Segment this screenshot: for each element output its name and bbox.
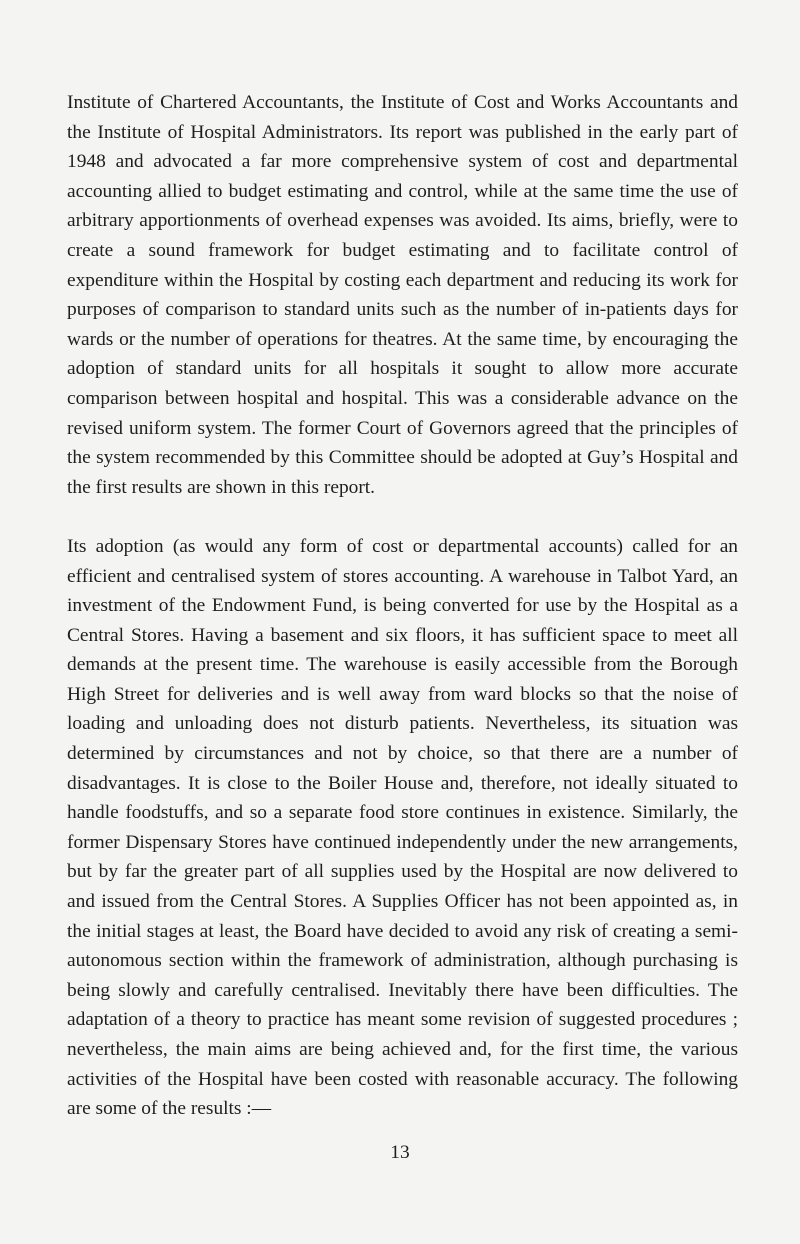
page-number: 13 xyxy=(390,1142,410,1163)
document-page xyxy=(67,88,738,1124)
paragraph-central-stores: Its adoption (as would any form of cost or departmental accounts) called for an efficient and centralised system of stores accounting. A warehouse in Talbot Yard, an investment of the Endowment Fund, is being converted for use by the Hospital as a Central Stores. Having a basement and six floors, it has sufficient space to meet all demands at the present time. The warehouse is easily accessible from the Borough High Street for deliveries and is well away from ward blocks so that the noise of loading and unloading does not disturb patients. Nevertheless, its situation was determined by circumstances and not by choice, so that there are a number of disadvantages. It is close to the Boiler House and, therefore, not ideally situated to handle foodstuffs, and so a separate food store continues in existence. Similarly, the former Dispensary Stores have continued independently under the new arrangements, but by far the greater part of all supplies used by the Hospital are now delivered to and issued from the Central Stores. A Supplies Officer has not been appointed as, in the initial stages at least, the Board have decided to avoid any risk of creating a semi-autonomous section within the framework of administration, although purchasing is being slowly and carefully centralised. Inevitably there have been difficulties. The adaptation of a theory to practice has meant some revision of suggested procedures ; nevertheless, the main aims are being achieved and, for the first time, the various activities of the Hospital have been costed with reasonable accuracy. The following are some of the results :— xyxy=(67,535,738,1120)
paragraph-institute-report: Institute of Chartered Accountants, the Institute of Cost and Works Accountants and the Institute of Hospital Administrators. Its report was published in the early part of 1948 and advocated a far more comprehensive system of cost and departmental accounting allied to budget estimating and control, while at the same time the use of arbitrary apportionments of overhead expenses was avoided. Its aims, briefly, were to create a sound framework for budget estimating and to facilitate control of expenditure within the Hospital by costing each department and reducing its work for purposes of comparison to standard units such as the number of in-patients days for wards or the number of operations for theatres. At the same time, by encouraging the adoption of standard units for all hospitals it sought to allow more accurate comparison between hospital and hospital. This was a considerable advance on the revised uniform system. The former Court of Governors agreed that the principles of the system recommended by this Committee should be adopted at Guy’s Hospital and the first results are shown in this report. xyxy=(67,92,738,498)
